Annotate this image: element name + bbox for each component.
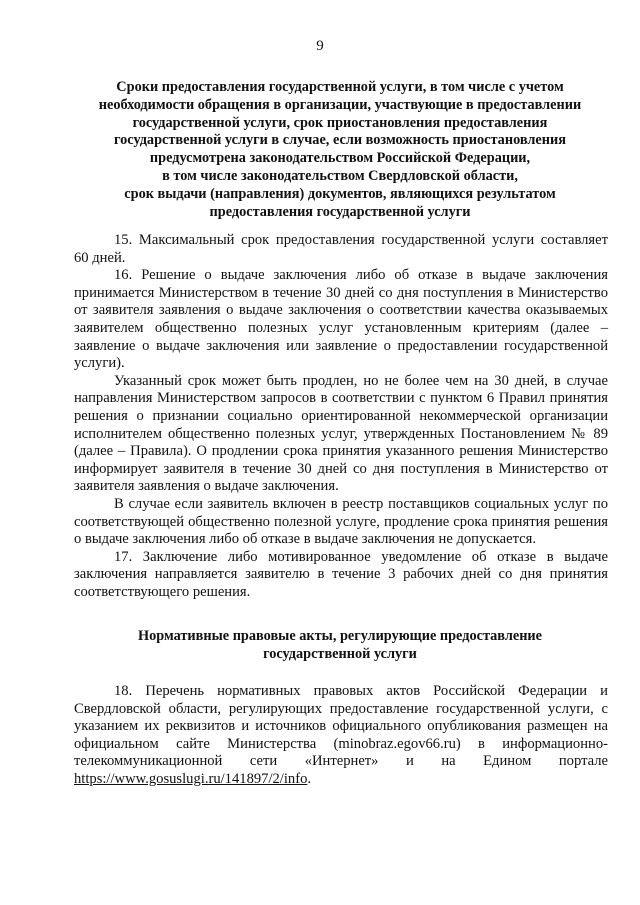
heading-line: государственной услуги [263,645,417,662]
heading-line: предоставления государственной услуги [209,203,471,220]
section-legal-acts-body [74,683,608,789]
paragraph-18 [74,683,608,789]
paragraph-17: 17. Заключение либо мотивированное уведомление об отказе в выдаче заключения направляется заявителю в течение 3 рабочих дней со дня принятия соответствующего решения. [74,548,608,600]
heading-line: в том числе законодательством Свердловской области, [162,167,518,184]
paragraph-15: 15. Максимальный срок предоставления государственной услуги составляет 60 дней. [74,232,608,266]
paragraph-18-end: . [307,770,312,787]
section-heading-legal-acts [80,628,600,664]
heading-line: Нормативные правовые акты, регулирующие предоставление [137,628,543,644]
section-deadlines-body [74,232,608,601]
heading-line: государственной услуги, срок приостановления предоставления [132,114,548,131]
paragraph-18-text: 18. Перечень нормативных правовых актов Российской Федерации и Свердловской области, регулирующих предоставление государственной услуги, с указанием их реквизитов и источников официального опубликования размещен на официальном сайте Министерства (minobraz.egov66.ru) в информационно-телекоммуникационной сети «Интернет» и на Едином портале [74,683,608,770]
paragraph-16: 16. Решение о выдаче заключения либо об отказе в выдаче заключения принимается Министерством в течение 30 дней со дня поступления в Министерство от заявителя заявления о выдаче заключения о соответствии качества оказываемых заявителем общественно полезных услуг установленным критериям (далее – заявление о выдаче заключения или заявление о предоставлении государственной услуги). [74,267,608,372]
heading-line: государственной услуги в случае, если возможность приостановления [114,132,566,149]
page-number: 9 [316,38,324,54]
section-heading-deadlines [80,79,600,221]
gosuslugi-link[interactable]: https://www.gosuslugi.ru/141897/2/info [74,770,308,787]
heading-line: предусмотрена законодательством Российской Федерации, [149,150,531,167]
paragraph-extension: Указанный срок может быть продлен, но не более чем на 30 дней, в случае направления Министерством запросов в соответствии с пунктом 6 Правил принятия решения о признании социально ориентированной некоммерческой организации исполнителем общественно полезных услуг, утвержденных Постановлением № 89 (далее – Правила). О продлении срока принятия указанного решения Министерство информирует заявителя в течение 30 дней со дня поступления в Министерство от заявителя заявления о выдаче заключения. [74,372,608,495]
paragraph-registry: В случае если заявитель включен в реестр поставщиков социальных услуг по соответствующей общественно полезной услуге, продление срока принятия решения о выдаче заключения либо об отказе в выдаче заключения не допускается. [74,495,608,548]
heading-line: срок выдачи (направления) документов, являющихся результатом [124,185,556,202]
heading-line: необходимости обращения в организации, участвующие в предоставлении [98,96,582,113]
heading-line: Сроки предоставления государственной услуги, в том числе с учетом [116,79,564,95]
